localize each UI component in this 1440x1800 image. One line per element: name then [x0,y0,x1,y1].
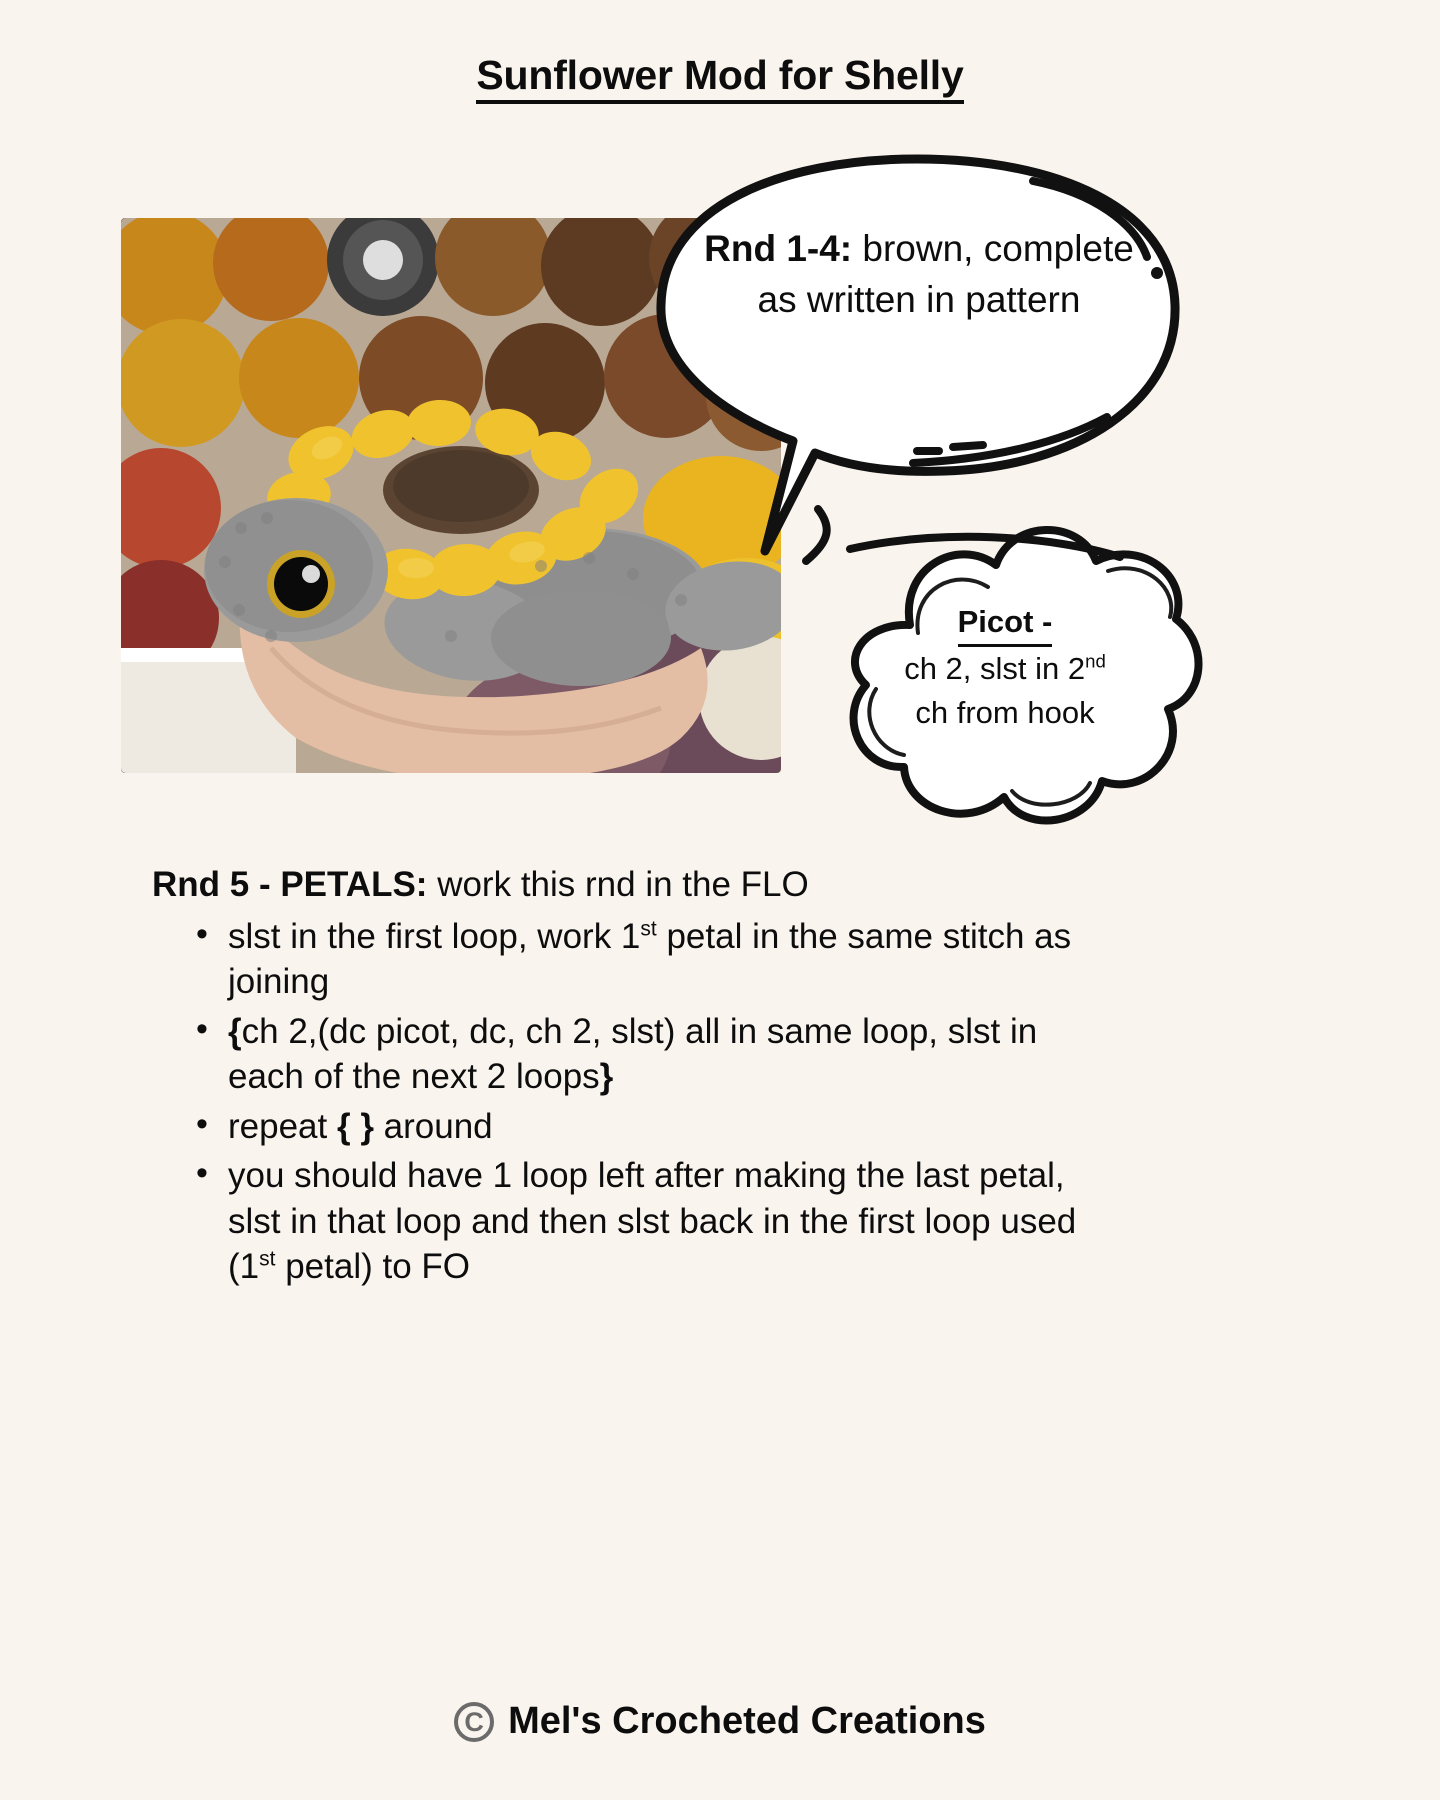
brace-marker: { [228,1011,242,1051]
ordinal-suffix: st [640,916,657,940]
thought-cloud-text [850,600,1160,735]
step-text: around [373,1106,493,1146]
step-text: petal) to FO [275,1247,470,1286]
rnd-5-label: Rnd 5 - PETALS: [152,865,428,904]
picot-line-1: ch 2, slst in 2nd [904,650,1106,687]
speech-bubble-body: brown, complete as written in pattern [757,228,1134,321]
picot-line-2: ch from hook [915,695,1095,731]
list-item [152,1153,1092,1290]
page-title-text: Sunflower Mod for Shelly [476,52,963,104]
list-item [152,1104,1092,1150]
thought-cloud-picot [790,505,1210,860]
picot-heading: Picot - [958,600,1053,647]
page-title [0,52,1440,99]
ordinal-suffix: st [259,1247,276,1271]
brace-marker: { } [336,1106,374,1146]
rnd-5-heading [152,862,1292,908]
footer-credit-text: Mel's Crocheted Creations [508,1700,986,1742]
step-text: petal in the same stitch as joining [228,916,1072,1001]
ordinal-suffix-nd: nd [1085,650,1106,672]
step-text: you should have 1 loop left after making the last petal, slst in that loop and then slst back in the first loop used (1 [228,1156,1077,1286]
step-text: repeat [228,1106,337,1146]
speech-bubble-label: Rnd 1-4: [704,228,853,269]
footer-credit [0,1700,1440,1743]
list-item [152,1009,1092,1100]
brace-marker: } [599,1057,614,1096]
copyright-icon: C [454,1702,494,1742]
instruction-step-list [152,914,1292,1290]
step-text: ch 2,(dc picot, dc, ch 2, slst) all in same loop, slst in each of the next 2 loops [228,1011,1038,1096]
speech-bubble-text [703,223,1135,325]
rnd-5-detail: work this rnd in the FLO [427,865,809,904]
step-text: slst in the first loop, work 1 [228,916,641,956]
list-item [152,914,1092,1005]
pattern-instructions [152,862,1292,1294]
